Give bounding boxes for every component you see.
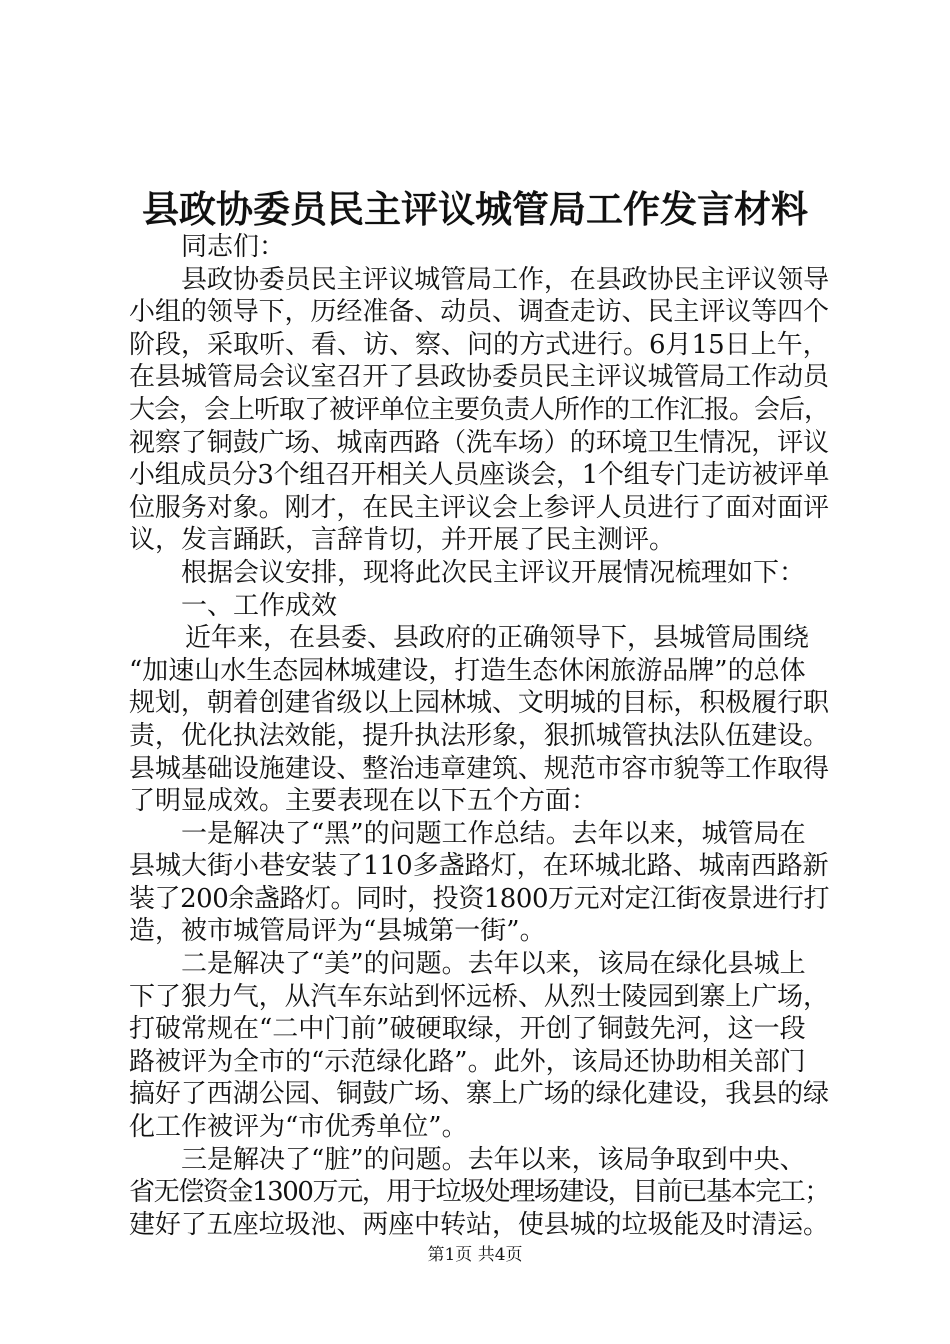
body-line: 路被评为全市的“示范绿化路”。此外，该局还协助相关部门 xyxy=(129,1046,806,1077)
body-line: 小组的领导下，历经准备、动员、调查走访、民主评议等四个 xyxy=(129,297,829,328)
body-line: 近年来，在县委、县政府的正确领导下，县城管局围绕 xyxy=(185,623,810,654)
body-line: 责，优化执法效能，提升执法形象，狠抓城管执法队伍建设。 xyxy=(129,720,829,751)
body-line: 打破常规在“二中门前”破硬取绿，开创了铜鼓先河，这一段 xyxy=(129,1014,806,1045)
body-line: 县城大街小巷安装了110多盏路灯，在环城北路、城南西路新 xyxy=(129,851,829,882)
body-line: 议，发言踊跃，言辞肯切，并开展了民主测评。 xyxy=(129,525,676,556)
body-line: 在县城管局会议室召开了县政协委员民主评议城管局工作动员 xyxy=(129,362,829,393)
body-line: 县城基础设施建设、整治违章建筑、规范市容市貌等工作取得 xyxy=(129,753,829,784)
body-line: 化工作被评为“市优秀单位”。 xyxy=(129,1112,468,1143)
body-line: 下了狠力气，从汽车东站到怀远桥、从烈士陵园到寨上广场， xyxy=(129,981,829,1012)
body-line: “加速山水生态园林城建设，打造生态休闲旅游品牌”的总体 xyxy=(129,655,806,686)
body-line: 一是解决了“黑”的问题工作总结。去年以来，城管局在 xyxy=(181,818,806,849)
body-line: 省无偿资金1300万元，用于垃圾处理场建设，目前已基本完工； xyxy=(129,1177,829,1208)
page-footer: 第1页 共4页 xyxy=(427,1245,523,1265)
document-body xyxy=(129,231,829,1241)
body-line: 搞好了西湖公园、铜鼓广场、寨上广场的绿化建设，我县的绿 xyxy=(129,1079,829,1110)
body-line: 视察了铜鼓广场、城南西路（洗车场）的环境卫生情况，评议 xyxy=(129,427,829,458)
body-line: 造，被市城管局评为“县城第一街”。 xyxy=(129,916,546,947)
body-line: 位服务对象。刚才，在民主评议会上参评人员进行了面对面评 xyxy=(129,492,829,523)
body-line: 大会，会上听取了被评单位主要负责人所作的工作汇报。会后， xyxy=(129,394,829,425)
body-line: 阶段，采取听、看、访、察、问的方式进行。6月15日上午， xyxy=(129,329,829,360)
body-line: 规划，朝着创建省级以上园林城、文明城的目标，积极履行职 xyxy=(129,688,829,719)
body-line: 一、工作成效 xyxy=(181,590,338,621)
body-line: 了明显成效。主要表现在以下五个方面： xyxy=(129,786,598,817)
body-line: 同志们： xyxy=(181,232,286,262)
body-line: 建好了五座垃圾池、两座中转站，使县城的垃圾能及时清运。 xyxy=(129,1209,829,1240)
body-line: 县政协委员民主评议城管局工作，在县政协民主评议领导 xyxy=(181,264,829,295)
document-title: 县政协委员民主评议城管局工作发言材料 xyxy=(142,187,808,231)
body-line: 装了200余盏路灯。同时，投资1800万元对定江街夜景进行打 xyxy=(129,883,829,914)
body-line: 小组成员分3个组召开相关人员座谈会，1个组专门走访被评单 xyxy=(129,460,829,491)
body-line: 三是解决了“脏”的问题。去年以来，该局争取到中央、 xyxy=(181,1144,806,1175)
body-line: 根据会议安排，现将此次民主评议开展情况梳理如下： xyxy=(181,557,806,588)
body-line: 二是解决了“美”的问题。去年以来，该局在绿化县城上 xyxy=(181,949,806,980)
